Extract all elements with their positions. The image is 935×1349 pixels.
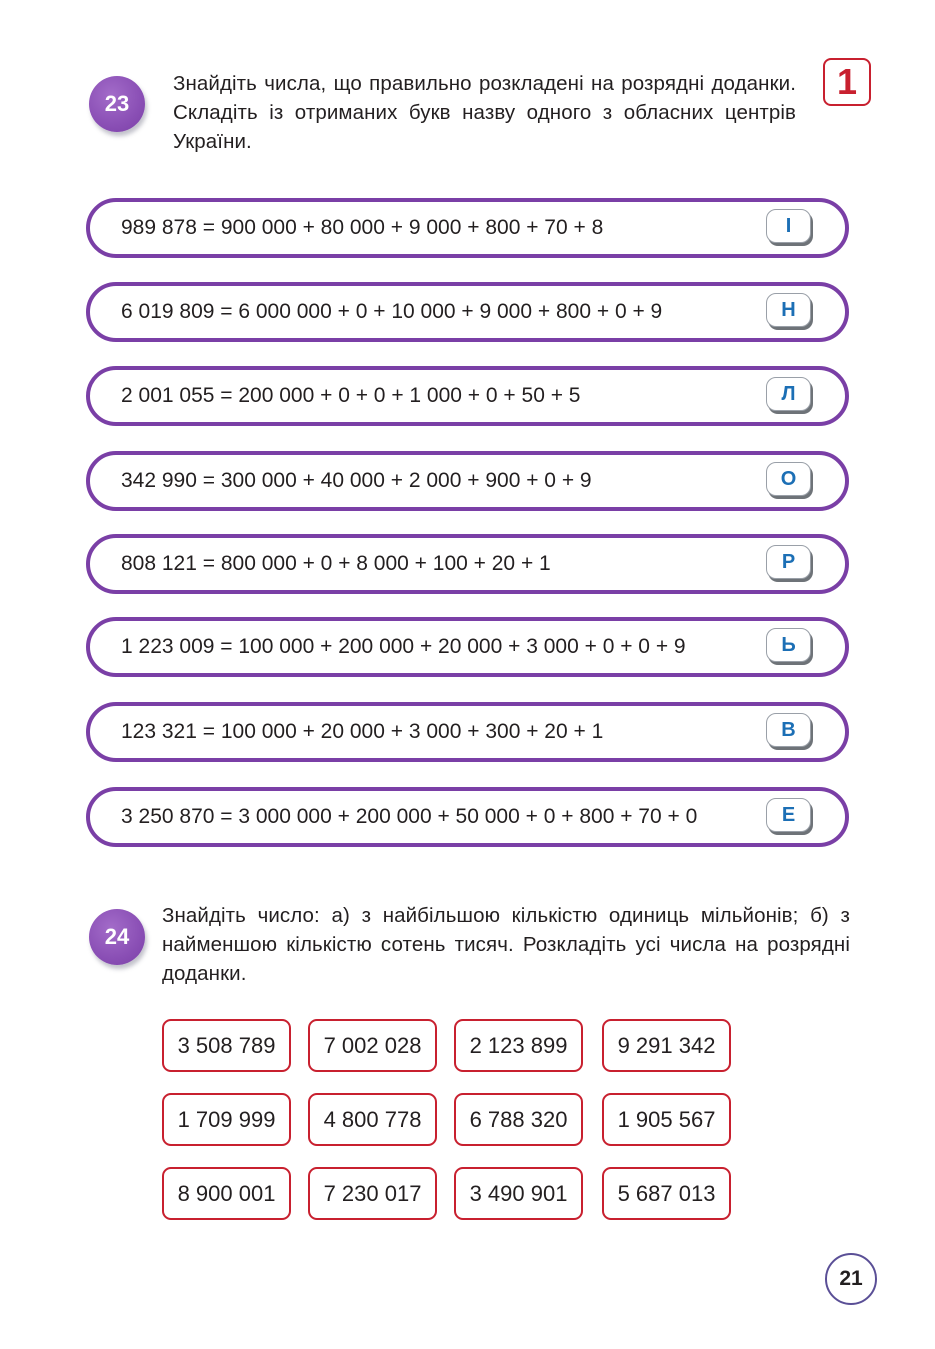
letter-key: О <box>766 462 811 496</box>
equation-text: 989 878 = 900 000 + 80 000 + 9 000 + 800 + 70 + 8 <box>121 216 604 239</box>
equation-row <box>86 534 849 594</box>
number-box: 7 002 028 <box>308 1019 437 1072</box>
task-24-number: 24 <box>104 924 130 949</box>
equation-text: 342 990 = 300 000 + 40 000 + 2 000 + 900 + 0 + 9 <box>121 469 592 492</box>
letter-key: Л <box>766 377 811 411</box>
page-number <box>825 1253 877 1305</box>
equation-row <box>86 198 849 258</box>
task-23-instructions: Знайдіть числа, що правильно розкладені на розрядні доданки. Складіть із отриманих букв назву одного з обласних центрів України. <box>173 72 796 153</box>
equation-text: 3 250 870 = 3 000 000 + 200 000 + 50 000 + 0 + 800 + 70 + 0 <box>121 805 698 828</box>
number-box: 2 123 899 <box>454 1019 583 1072</box>
letter-key: І <box>766 209 811 243</box>
task-24-instructions: Знайдіть число: а) з найбільшою кількістю одиниць мільйонів; б) з найменшою кількістю сотень тисяч. Розкладіть усі числа на розрядні доданки. <box>162 904 850 985</box>
number-box: 3 490 901 <box>454 1167 583 1220</box>
task-23-badge <box>89 76 145 132</box>
letter-key: Ь <box>766 628 811 662</box>
equation-text: 808 121 = 800 000 + 0 + 8 000 + 100 + 20 + 1 <box>121 552 551 575</box>
equation-row <box>86 282 849 342</box>
equation-text: 6 019 809 = 6 000 000 + 0 + 10 000 + 9 000 + 800 + 0 + 9 <box>121 300 663 323</box>
equation-text: 2 001 055 = 200 000 + 0 + 0 + 1 000 + 0 + 50 + 5 <box>121 384 581 407</box>
chapter-number: 1 <box>836 61 858 102</box>
letter-key: В <box>766 713 811 747</box>
number-box: 1 905 567 <box>602 1093 731 1146</box>
equation-row <box>86 366 849 426</box>
equation-row <box>86 702 849 762</box>
equation-text: 123 321 = 100 000 + 20 000 + 3 000 + 300 + 20 + 1 <box>121 720 604 743</box>
task-23-number: 23 <box>104 91 130 116</box>
number-box: 5 687 013 <box>602 1167 731 1220</box>
page-number-text: 21 <box>839 1267 863 1290</box>
equation-row <box>86 451 849 511</box>
task-24-badge <box>89 909 145 965</box>
number-box: 6 788 320 <box>454 1093 583 1146</box>
number-box: 9 291 342 <box>602 1019 731 1072</box>
number-box: 4 800 778 <box>308 1093 437 1146</box>
letter-key: Н <box>766 293 811 327</box>
letter-key: Е <box>766 798 811 832</box>
equation-row <box>86 617 849 677</box>
number-box: 3 508 789 <box>162 1019 291 1072</box>
equation-text: 1 223 009 = 100 000 + 200 000 + 20 000 + 3 000 + 0 + 0 + 9 <box>121 635 686 658</box>
letter-key: Р <box>766 545 811 579</box>
chapter-badge <box>823 58 871 106</box>
number-box: 1 709 999 <box>162 1093 291 1146</box>
equation-row <box>86 787 849 847</box>
number-box: 7 230 017 <box>308 1167 437 1220</box>
number-box: 8 900 001 <box>162 1167 291 1220</box>
